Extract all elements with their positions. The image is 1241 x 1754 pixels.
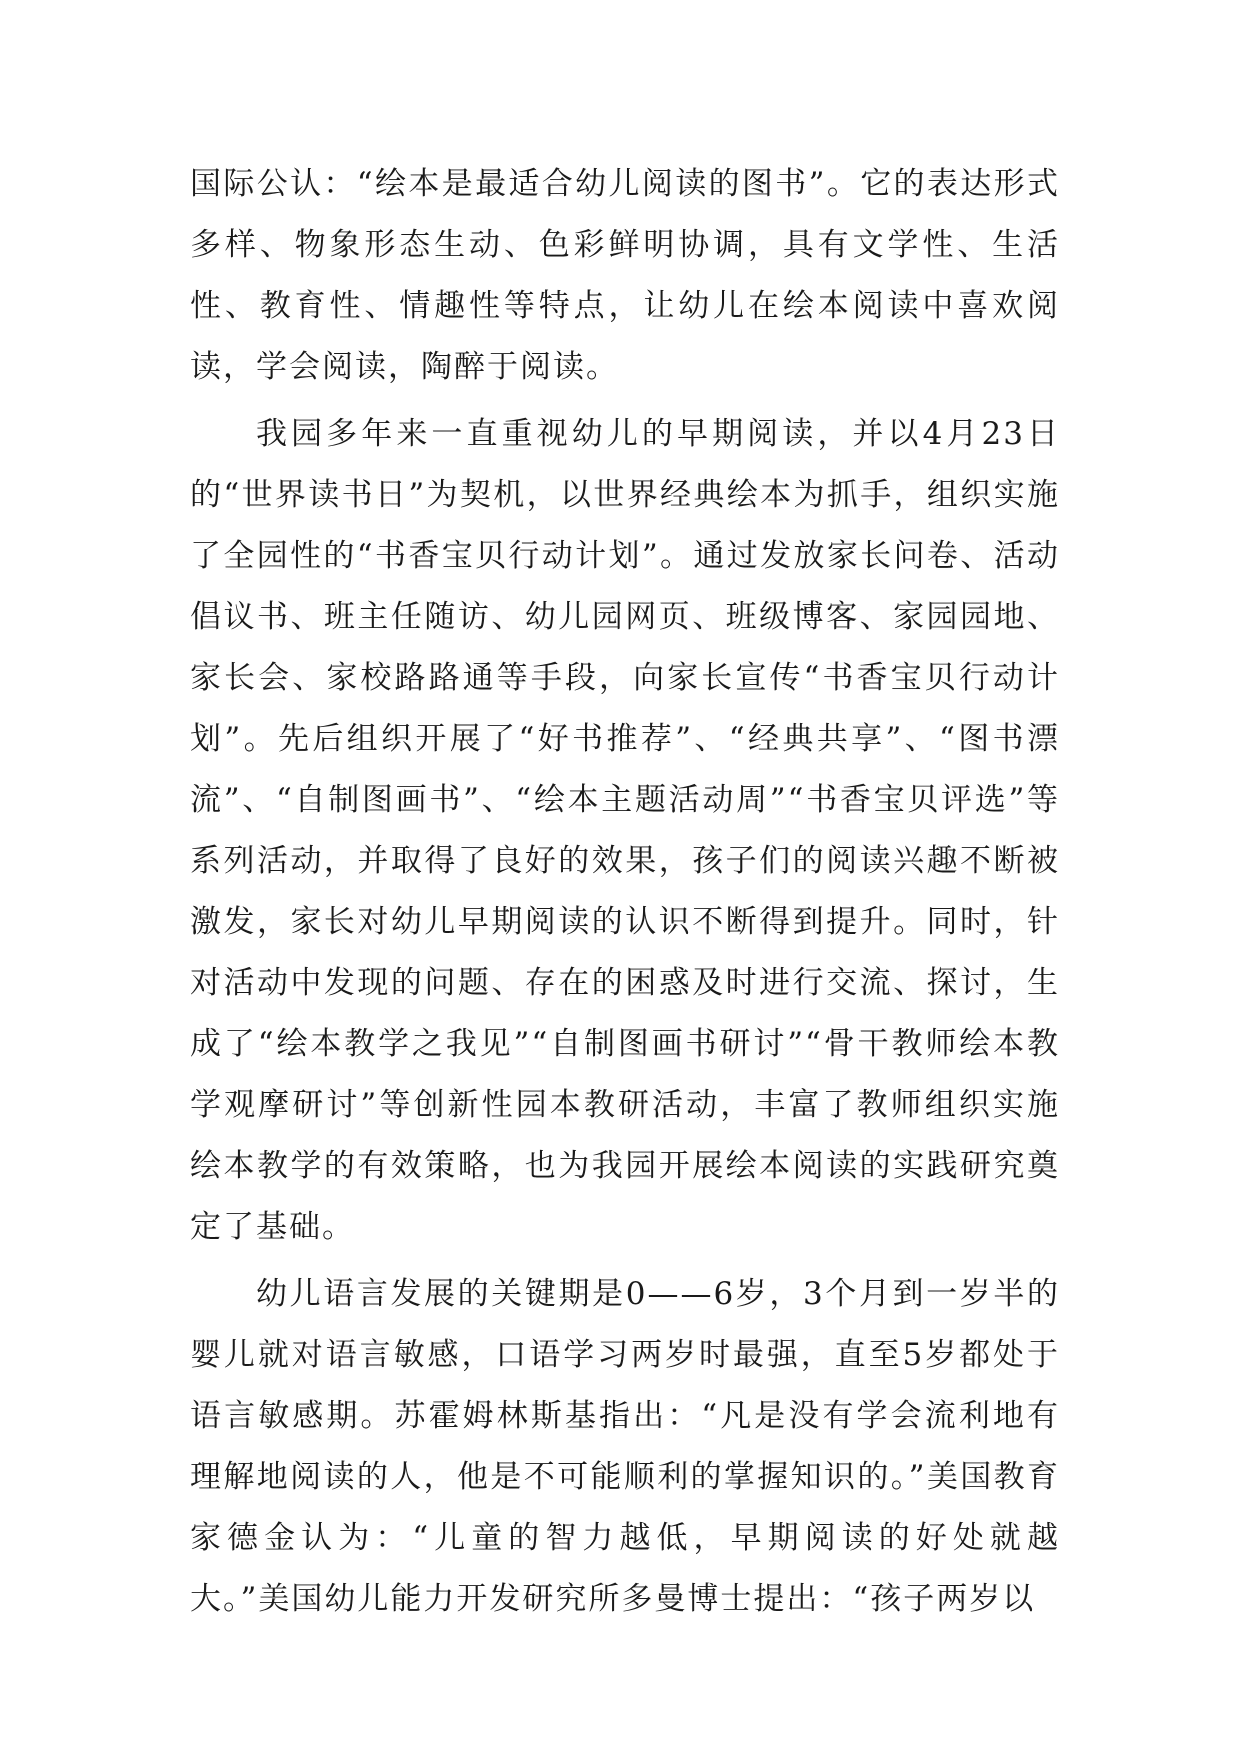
- paragraph-intro: 国际公认：“绘本是最适合幼儿阅读的图书”。它的表达形式多样、物象形态生动、色彩鲜明协调，具有文学性、生活性、教育性、情趣性等特点，让幼儿在绘本阅读中喜欢阅读，学会阅读，陶醉于阅读。: [190, 166, 1060, 385]
- body-text: [190, 154, 1060, 1636]
- paragraph-language-development: 幼儿语言发展的关键期是0——6岁，3个月到一岁半的婴儿就对语言敏感，口语学习两岁时最强，直至5岁都处于语言敏感期。苏霍姆林斯基指出：“凡是没有学会流利地有理解地阅读的人，他是不可能顺利的掌握知识的。”美国教育家德金认为：“儿童的智力越低，早期阅读的好处就越大。”美国幼儿能力开发研究所多曼博士提出：“孩子两岁以: [190, 1276, 1060, 1617]
- paragraph-kindergarten-reading: 我园多年来一直重视幼儿的早期阅读，并以4月23日的“世界读书日”为契机，以世界经典绘本为抓手，组织实施了全园性的“书香宝贝行动计划”。通过发放家长问卷、活动倡议书、班主任随访、幼儿园网页、班级博客、家园园地、家长会、家校路路通等手段，向家长宣传“书香宝贝行动计划”。先后组织开展了“好书推荐”、“经典共享”、“图书漂流”、“自制图画书”、“绘本主题活动周”“书香宝贝评选”等系列活动，并取得了良好的效果，孩子们的阅读兴趣不断被激发，家长对幼儿早期阅读的认识不断得到提升。同时，针对活动中发现的问题、存在的困惑及时进行交流、探讨，生成了“绘本教学之我见”“自制图画书研讨”“骨干教师绘本教学观摩研讨”等创新性园本教研活动，丰富了教师组织实施绘本教学的有效策略，也为我园开展绘本阅读的实践研究奠定了基础。: [190, 416, 1060, 1245]
